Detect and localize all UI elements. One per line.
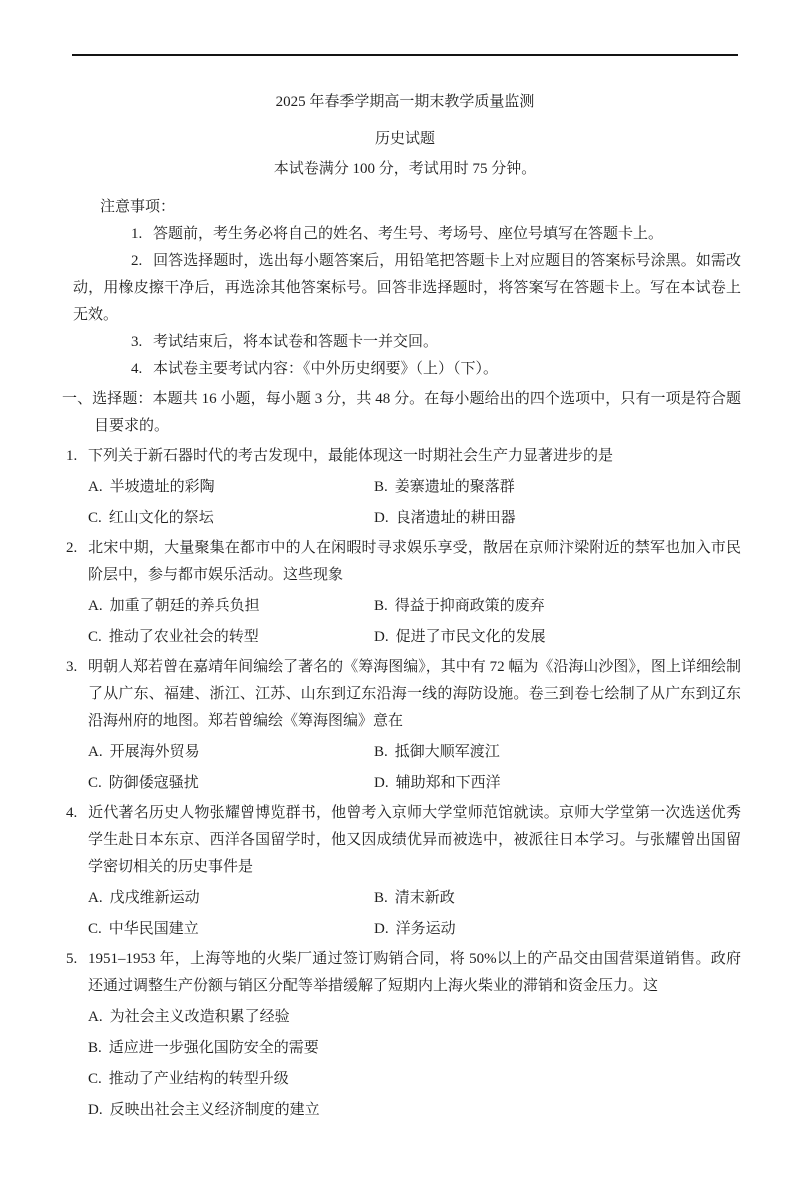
option-c bbox=[88, 770, 374, 797]
option-c bbox=[88, 624, 374, 651]
exam-content bbox=[0, 90, 793, 1124]
option-text: 中华民国建立 bbox=[108, 921, 199, 937]
option-label: C. bbox=[88, 629, 102, 645]
question-stem bbox=[66, 946, 741, 1000]
option-label: B. bbox=[374, 890, 388, 906]
option-b bbox=[374, 739, 741, 766]
notice-item-number: 3. bbox=[131, 334, 143, 350]
option-text: 红山文化的祭坛 bbox=[108, 510, 214, 526]
option-text: 适应进一步强化国防安全的需要 bbox=[108, 1040, 319, 1056]
option-label: C. bbox=[88, 1071, 102, 1087]
notice-heading: 注意事项： bbox=[100, 199, 176, 215]
question-stem bbox=[66, 535, 741, 589]
question-number: 2. bbox=[66, 540, 78, 556]
exam-title: 2025 年春季学期高一期末教学质量监测 bbox=[275, 94, 535, 110]
question-number: 4. bbox=[66, 805, 78, 821]
option-label: C. bbox=[88, 775, 102, 791]
option-text: 防御倭寇骚扰 bbox=[108, 775, 199, 791]
question-stem bbox=[66, 443, 741, 470]
option-text: 良渚遗址的耕田器 bbox=[395, 510, 516, 526]
option-a bbox=[88, 474, 374, 501]
option-b bbox=[374, 593, 741, 620]
option-label: D. bbox=[374, 921, 389, 937]
option-label: C. bbox=[88, 921, 102, 937]
option-d bbox=[374, 916, 741, 943]
option-a bbox=[88, 593, 374, 620]
option-text: 推动了产业结构的转型升级 bbox=[108, 1071, 289, 1087]
option-text: 为社会主义改造积累了经验 bbox=[109, 1009, 290, 1025]
option-b bbox=[374, 885, 741, 912]
question-options bbox=[88, 739, 741, 797]
option-text: 清末新政 bbox=[394, 890, 455, 906]
question-number: 1. bbox=[66, 448, 78, 464]
option-d bbox=[88, 1097, 741, 1124]
notice-item-number: 2. bbox=[131, 253, 143, 269]
notice-item-1 bbox=[73, 221, 741, 248]
question-options bbox=[88, 885, 741, 943]
notice-item-text: 本试卷主要考试内容：《中外历史纲要》（上）（下）。 bbox=[153, 361, 499, 377]
question-stem bbox=[66, 654, 741, 735]
notice-item-4 bbox=[73, 356, 741, 383]
question-3 bbox=[0, 654, 793, 797]
notice-item-text: 考试结束后，将本试卷和答题卡一并交回。 bbox=[153, 334, 439, 350]
option-label: B. bbox=[374, 479, 388, 495]
option-text: 辅助郑和下西洋 bbox=[395, 775, 501, 791]
option-label: B. bbox=[374, 744, 388, 760]
option-label: A. bbox=[88, 744, 103, 760]
option-text: 开展海外贸易 bbox=[109, 744, 200, 760]
question-options bbox=[88, 474, 741, 532]
option-text: 半坡遗址的彩陶 bbox=[109, 479, 215, 495]
option-a bbox=[88, 885, 374, 912]
option-text: 反映出社会主义经济制度的建立 bbox=[109, 1102, 320, 1118]
question-options bbox=[88, 1004, 741, 1124]
question-text: 明朝人郑若曾在嘉靖年间编绘了著名的《筹海图编》，其中有 72 幅为《沿海山沙图》，图上详细绘制了从广东、福建、浙江、江苏、山东到辽东沿海一线的海防设施。卷三到卷七绘制了从广东到辽东沿海州府的地图。郑若曾编绘《筹海图编》意在 bbox=[88, 659, 741, 729]
option-b bbox=[374, 474, 741, 501]
option-text: 姜寨遗址的聚落群 bbox=[394, 479, 515, 495]
option-c bbox=[88, 916, 374, 943]
question-options bbox=[88, 593, 741, 651]
option-text: 戊戌维新运动 bbox=[109, 890, 200, 906]
option-b bbox=[88, 1035, 741, 1062]
option-label: D. bbox=[374, 775, 389, 791]
question-number: 5. bbox=[66, 951, 78, 967]
option-c bbox=[88, 1066, 741, 1093]
option-d bbox=[374, 770, 741, 797]
option-a bbox=[88, 1004, 741, 1031]
header-rule bbox=[72, 54, 738, 56]
question-text: 北宋中期，大量聚集在都市中的人在闲暇时寻求娱乐享受，散居在京师汴梁附近的禁军也加入市民阶层中，参与都市娱乐活动。这些现象 bbox=[88, 540, 741, 583]
option-label: D. bbox=[88, 1102, 103, 1118]
option-label: A. bbox=[88, 890, 103, 906]
notice-item-3 bbox=[73, 329, 741, 356]
exam-subtitle: 历史试题 bbox=[374, 131, 435, 147]
option-label: A. bbox=[88, 598, 103, 614]
option-d bbox=[374, 624, 741, 651]
section-heading-multiple-choice: 一、选择题：本题共 16 小题，每小题 3 分，共 48 分。在每小题给出的四个选项中，只有一项是符合题目要求的。 bbox=[62, 391, 741, 434]
option-d bbox=[374, 505, 741, 532]
option-text: 推动了农业社会的转型 bbox=[108, 629, 259, 645]
notice-item-number: 4. bbox=[131, 361, 143, 377]
question-5 bbox=[0, 946, 793, 1124]
question-1 bbox=[0, 443, 793, 532]
option-label: B. bbox=[88, 1040, 102, 1056]
option-c bbox=[88, 505, 374, 532]
option-label: B. bbox=[374, 598, 388, 614]
exam-info: 本试卷满分 100 分，考试用时 75 分钟。 bbox=[273, 161, 537, 177]
question-stem bbox=[66, 800, 741, 881]
option-label: D. bbox=[374, 510, 389, 526]
question-4 bbox=[0, 800, 793, 943]
option-text: 得益于抑商政策的废弃 bbox=[394, 598, 545, 614]
notice-item-text: 答题前，考生务必将自己的姓名、考生号、考场号、座位号填写在答题卡上。 bbox=[153, 226, 664, 242]
notice-item-number: 1. bbox=[131, 226, 143, 242]
notice-item-text: 回答选择题时，选出每小题答案后，用铅笔把答题卡上对应题目的答案标号涂黑。如需改动，用橡皮擦干净后，再选涂其他答案标号。回答非选择题时，将答案写在答题卡上。写在本试卷上无效。 bbox=[73, 253, 741, 323]
option-label: A. bbox=[88, 1009, 103, 1025]
question-2 bbox=[0, 535, 793, 651]
question-text: 1951–1953 年，上海等地的火柴厂通过签订购销合同，将 50%以上的产品交由国营渠道销售。政府还通过调整生产份额与销区分配等举措缓解了短期内上海火柴业的滞销和资金压力。这 bbox=[88, 951, 741, 994]
option-text: 抵御大顺军渡江 bbox=[394, 744, 500, 760]
option-label: D. bbox=[374, 629, 389, 645]
question-number: 3. bbox=[66, 659, 78, 675]
option-label: C. bbox=[88, 510, 102, 526]
option-a bbox=[88, 739, 374, 766]
option-text: 洋务运动 bbox=[395, 921, 456, 937]
option-text: 促进了市民文化的发展 bbox=[395, 629, 546, 645]
question-text: 近代著名历史人物张耀曾博览群书，他曾考入京师大学堂师范馆就读。京师大学堂第一次选送优秀学生赴日本东京、西洋各国留学时，他又因成绩优异而被选中，被派往日本学习。与张耀曾出国留学密切相关的历史事件是 bbox=[88, 805, 741, 875]
option-label: A. bbox=[88, 479, 103, 495]
option-text: 加重了朝廷的养兵负担 bbox=[109, 598, 260, 614]
notice-item-2 bbox=[73, 248, 741, 329]
question-text: 下列关于新石器时代的考古发现中，最能体现这一时期社会生产力显著进步的是 bbox=[88, 448, 614, 464]
